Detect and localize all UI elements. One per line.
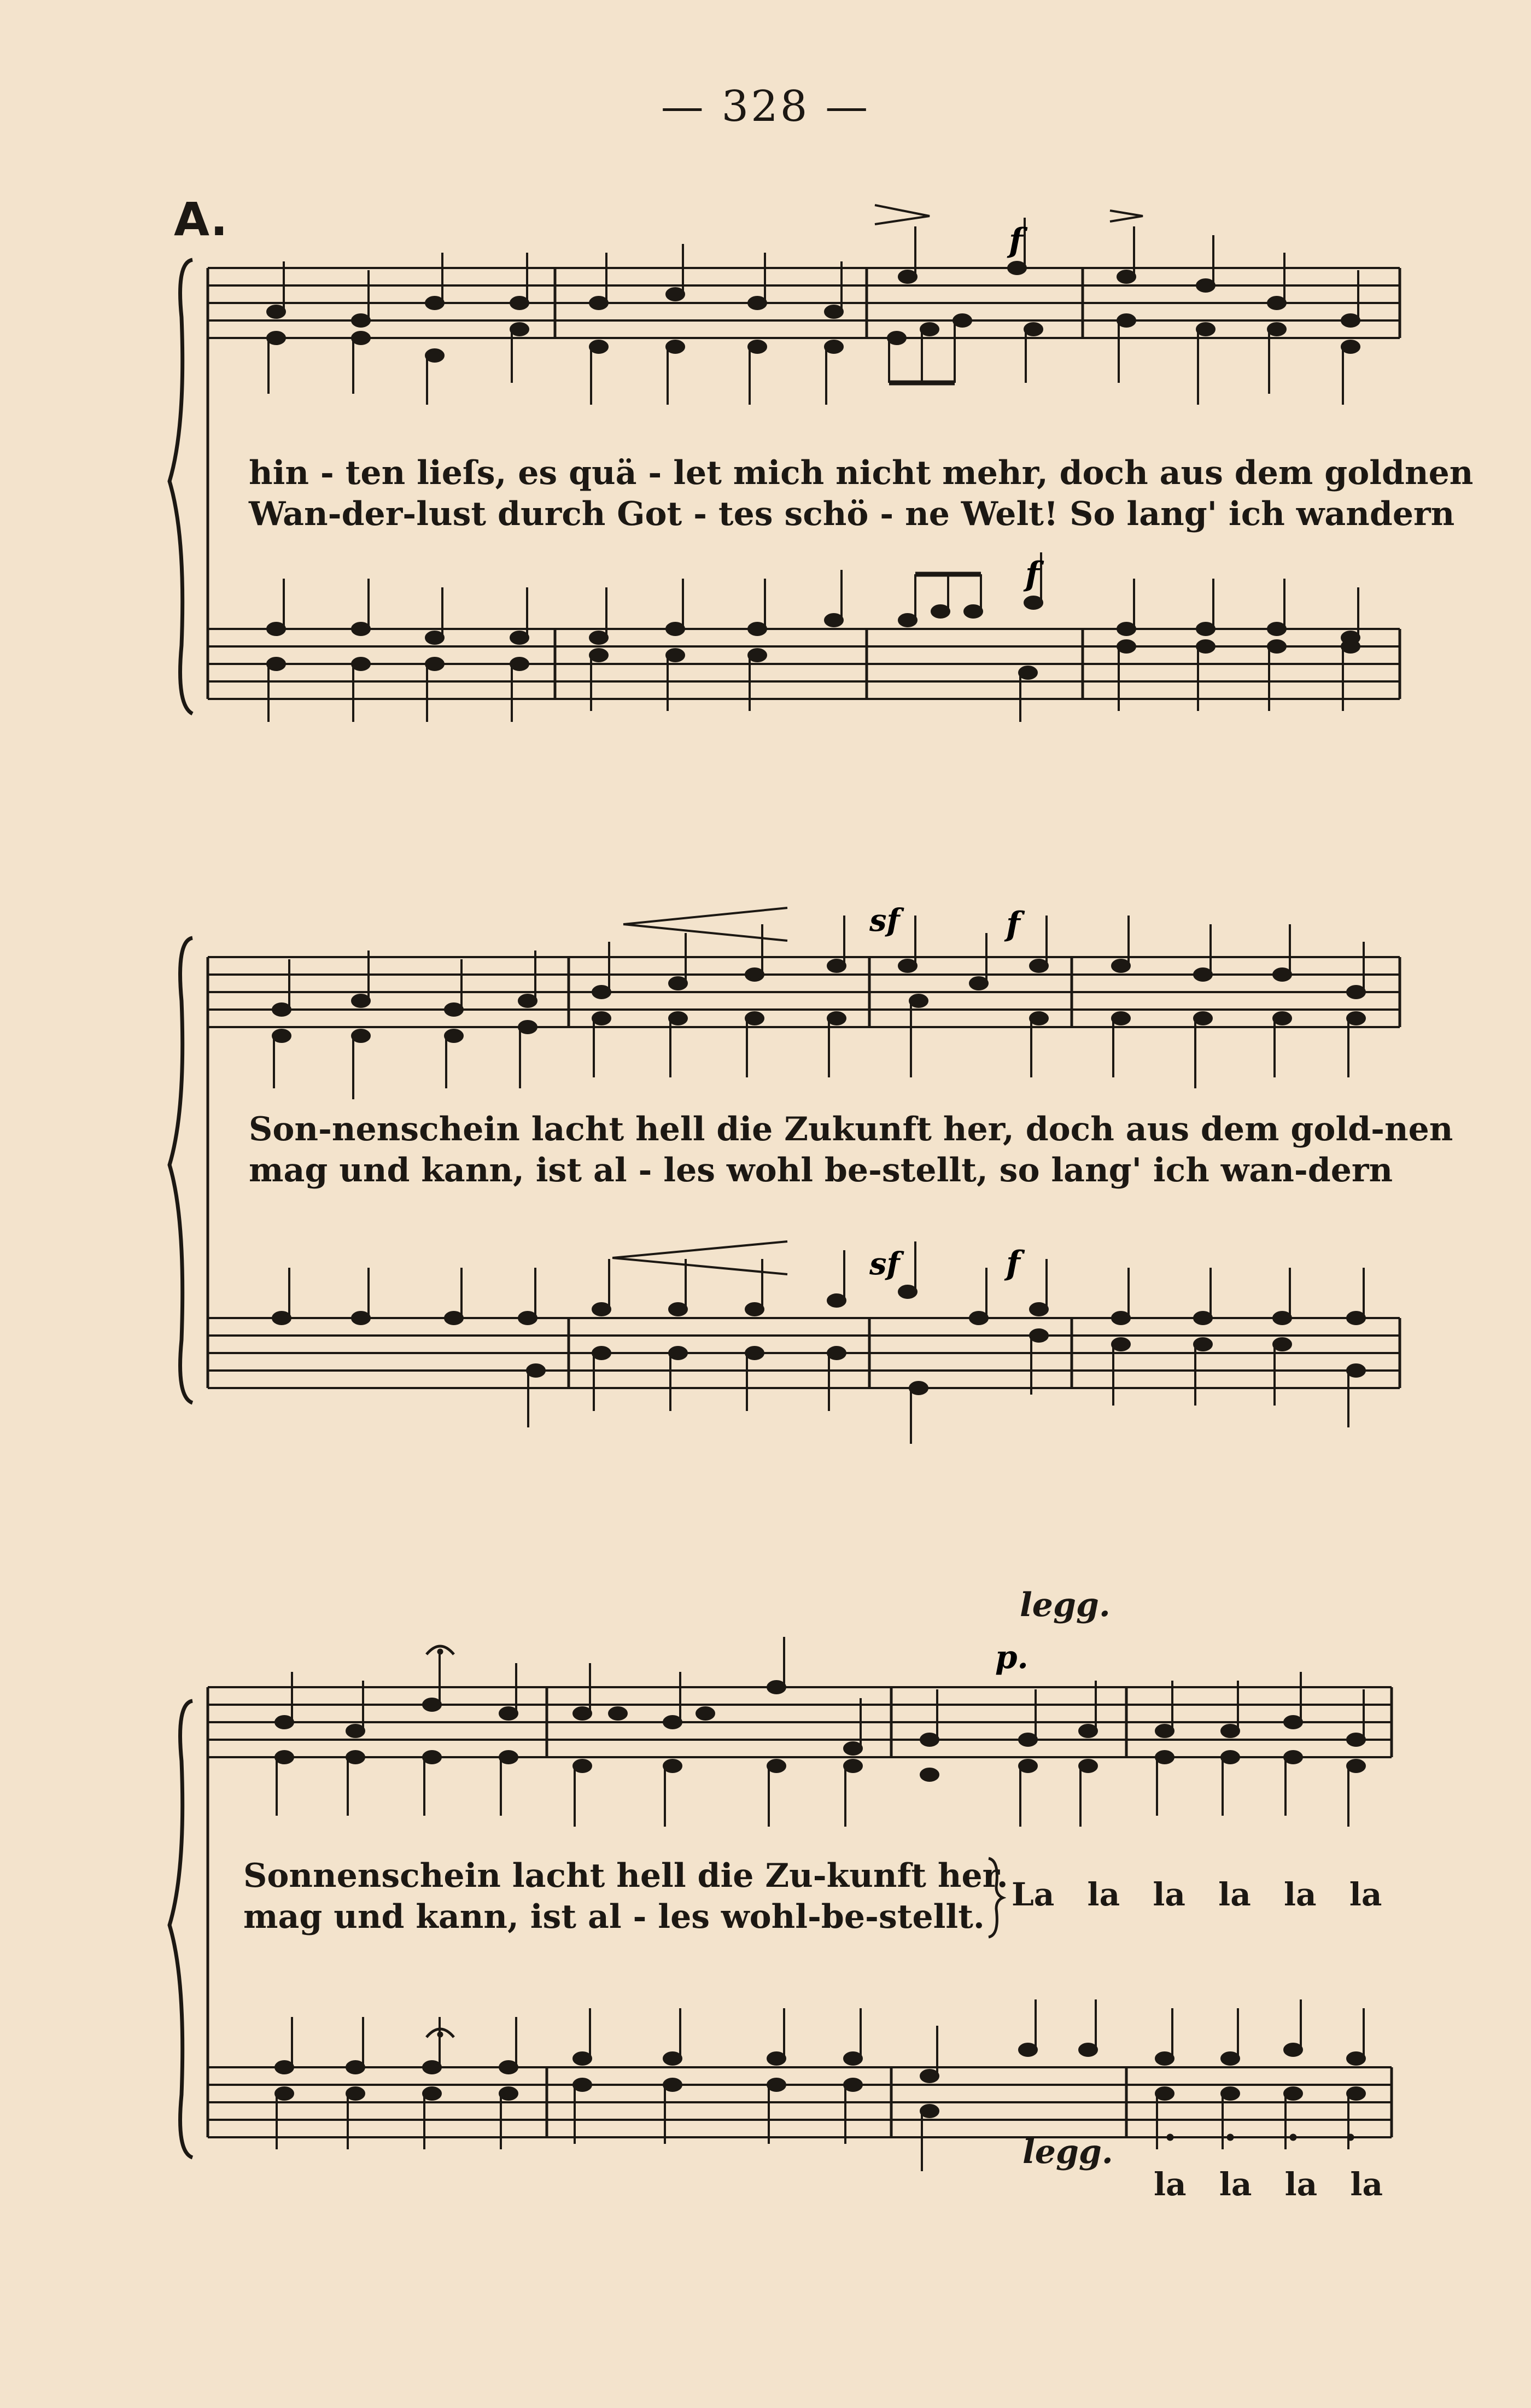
page-number: — 328 —: [661, 82, 870, 131]
music-system-2: [0, 902, 1531, 1466]
lyric-line: Wan-der-lust durch Got - tes schö - ne Welt! So lang' ich wandern: [249, 495, 1455, 533]
lyric-line: Son-nenschein lacht hell die Zukunft her, doch aus dem gold-nen: [249, 1110, 1453, 1148]
lyric-line: Sonnenschein lacht hell die Zu-kunft her.: [243, 1857, 1008, 1895]
legg-marking-bottom: legg.: [1022, 2133, 1113, 2171]
dynamic-forte-2: f: [1025, 555, 1039, 593]
lyric-line: mag und kann, ist al - les wohl-be-stellt.: [243, 1898, 985, 1936]
lyric-brace: [984, 1854, 1006, 1941]
dynamic-piano: p.: [995, 1639, 1029, 1676]
refrain-la-lower: la la la la: [1154, 2166, 1383, 2203]
dynamic-forte-1: f: [1009, 221, 1023, 260]
score-notation-1: [0, 0, 1531, 727]
lyric-line: mag und kann, ist al - les wohl be-stellt, so lang' ich wan-dern: [249, 1151, 1393, 1190]
legg-marking-top: legg.: [1020, 1586, 1111, 1624]
dynamic-sforzando-1: sf: [869, 902, 900, 938]
dynamic-sforzando-2: sf: [869, 1246, 900, 1282]
refrain-la: La la la la la la: [1012, 1876, 1382, 1913]
dynamic-forte-3: f: [1006, 905, 1020, 943]
dynamic-forte-4: f: [1006, 1244, 1020, 1282]
lyric-line: hin - ten lieſs, es quä - let mich nicht mehr, doch aus dem goldnen: [249, 454, 1474, 492]
section-label: A.: [174, 193, 228, 246]
music-system-3: [0, 1586, 1531, 2215]
music-system-1: [0, 0, 1531, 727]
